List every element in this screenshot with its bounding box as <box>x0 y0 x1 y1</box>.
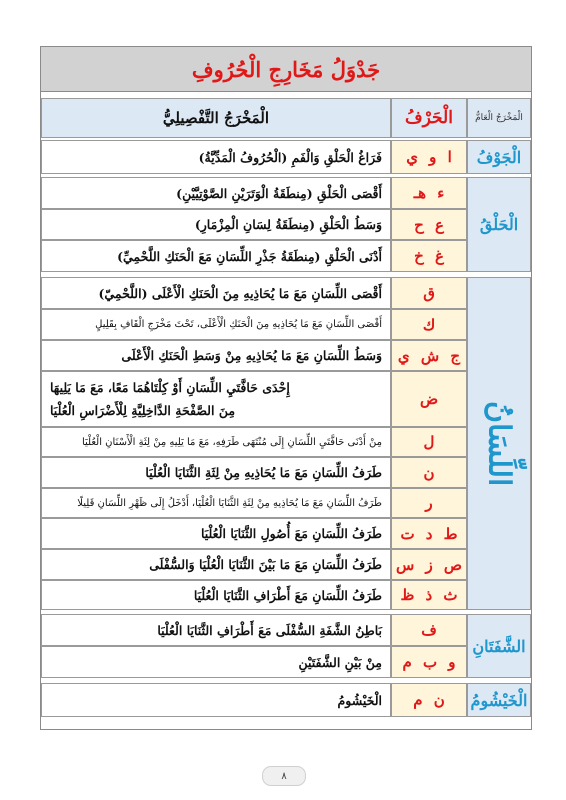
header-letter-label: الْحَرْفُ <box>405 108 453 128</box>
row-description: طَرَفُ اللِّسَانِ مَعَ أُصُولِ الثَّنَايَا الْعُلْيَا <box>41 518 391 549</box>
header-general <box>467 98 531 138</box>
row-description <box>41 371 391 427</box>
row-letters: ر <box>391 488 467 518</box>
row-description: أَقْصَى الْحَلْقِ (مِنطَقَةُ الْوَتَرَيْنِ الصَّوْتِيَّيْنِ) <box>41 177 391 209</box>
row-description: وَسَطُ الْحَلْقِ (مِنطَقَةُ لِسَانِ الْمِزْمَارِ) <box>41 209 391 240</box>
row-description-line2: مِنَ الصَّفْحَةِ الدَّاخِلِيَّةِ لِلْأَضْرَاسِ الْعُلْيَا <box>50 403 236 418</box>
region-khayshum <box>467 683 531 717</box>
row-description: أَدْنَى الْحَلْقِ (مِنطَقَةُ جَذْرِ اللِّسَانِ مَعَ الْحَنَكِ اللَّحْمِيِّ) <box>41 240 391 272</box>
region-lisan <box>467 277 531 610</box>
region-jawf-label: الْجَوْفُ <box>476 147 522 167</box>
row-letters: ل <box>391 427 467 457</box>
row-description: أَقْصَى اللِّسَانِ مَعَ مَا يُحَاذِيهِ مِنَ الْحَنَكِ الْأَعْلَى (اللَّحْمِيّ) <box>41 277 391 309</box>
page-number: ٨ <box>262 766 306 786</box>
row-description: الْخَيْشُومُ <box>41 683 391 717</box>
region-shafatan <box>467 614 531 678</box>
row-letters: ض <box>391 371 467 427</box>
row-description: طَرَفُ اللِّسَانِ مَعَ مَا بَيْنَ الثَّنَايَا الْعُلْيَا وَالسُّفْلَى <box>41 549 391 580</box>
row-description: مِنْ بَيْنِ الشَّفَتَيْنِ <box>41 646 391 678</box>
header-detailed-label: الْمَخْرَجُ التَّفْصِيلِيُّ <box>162 109 270 127</box>
row-description: مِنْ أَدْنَى حَافَّتَيِ اللِّسَانِ إِلَى مُنْتَهَى طَرَفِهِ، مَعَ مَا يَلِيهِ مِنْ لِثَةِ الْأَسْنَانِ الْعُلْيَا <box>41 427 391 457</box>
title-bar <box>41 47 531 92</box>
row-letters: ج ش ي <box>391 340 467 371</box>
region-jawf <box>467 140 531 174</box>
region-khayshum-label: الْخَيْشُومُ <box>470 690 528 710</box>
row-letters: ص ز س <box>391 549 467 580</box>
row-description: طَرَفُ اللِّسَانِ مَعَ مَا يُحَاذِيهِ مِنْ لِثَةِ الثَّنَايَا الْعُلْيَا <box>41 457 391 488</box>
row-description: وَسَطُ اللِّسَانِ مَعَ مَا يُحَاذِيهِ مِنْ وَسَطِ الْحَنَكِ الْأَعْلَى <box>41 340 391 371</box>
row-letters: ث ذ ظ <box>391 580 467 610</box>
region-lisan-label: اللِّسَانُ <box>481 400 517 487</box>
row-letters: ن م <box>391 683 467 717</box>
table-title: جَدْوَلُ مَخَارِجِ الْحُرُوفِ <box>191 56 381 82</box>
row-letters: ن <box>391 457 467 488</box>
row-letters: و ب م <box>391 646 467 678</box>
region-halq <box>467 177 531 272</box>
row-description: طَرَفُ اللِّسَانِ مَعَ مَا يُحَاذِيهِ مِنْ لِثَةِ الثَّنَايَا الْعُلْيَا، أَدْخَلُ إِلَى ظَهْرِ اللِّسَانِ قَلِيلًا <box>41 488 391 518</box>
makharij-table <box>40 46 532 730</box>
row-description-line1: إِحْدَى حَافَّتَيِ اللِّسَانِ أَوْ كِلْتَاهُمَا مَعًا، مَعَ مَا يَلِيهَا <box>50 380 290 395</box>
row-description: أَقْصَى اللِّسَانِ مَعَ مَا يُحَاذِيهِ مِنَ الْحَنَكِ الْأَعْلَى، تَحْتَ مَخْرَجِ الْقَافِ بِقَلِيلٍ <box>41 309 391 340</box>
header-detailed <box>41 98 391 138</box>
header-letter <box>391 98 467 138</box>
row-letters: ف <box>391 614 467 646</box>
row-description: طَرَفُ اللِّسَانِ مَعَ أَطْرَافِ الثَّنَايَا الْعُلْيَا <box>41 580 391 610</box>
row-letters: ق <box>391 277 467 309</box>
header-general-label: الْمَخْرَجُ الْعَامُّ <box>475 113 523 123</box>
row-letters: غ خ <box>391 240 467 272</box>
row-letters: ع ح <box>391 209 467 240</box>
row-letters: ء هـ <box>391 177 467 209</box>
row-description: بَاطِنُ الشَّفَةِ السُّفْلَى مَعَ أَطْرَافِ الثَّنَايَا الْعُلْيَا <box>41 614 391 646</box>
row-letters: ط د ت <box>391 518 467 549</box>
region-shafatan-label: الشَّفَتَانِ <box>472 636 526 656</box>
row-letters: ك <box>391 309 467 340</box>
row-description: فَرَاغُ الْحَلْقِ وَالْفَمِ (الْحُرُوفُ الْمَدِّيَّةُ) <box>41 140 391 174</box>
row-letters: ا و ي <box>391 140 467 174</box>
region-halq-label: الْحَلْقُ <box>479 215 519 234</box>
